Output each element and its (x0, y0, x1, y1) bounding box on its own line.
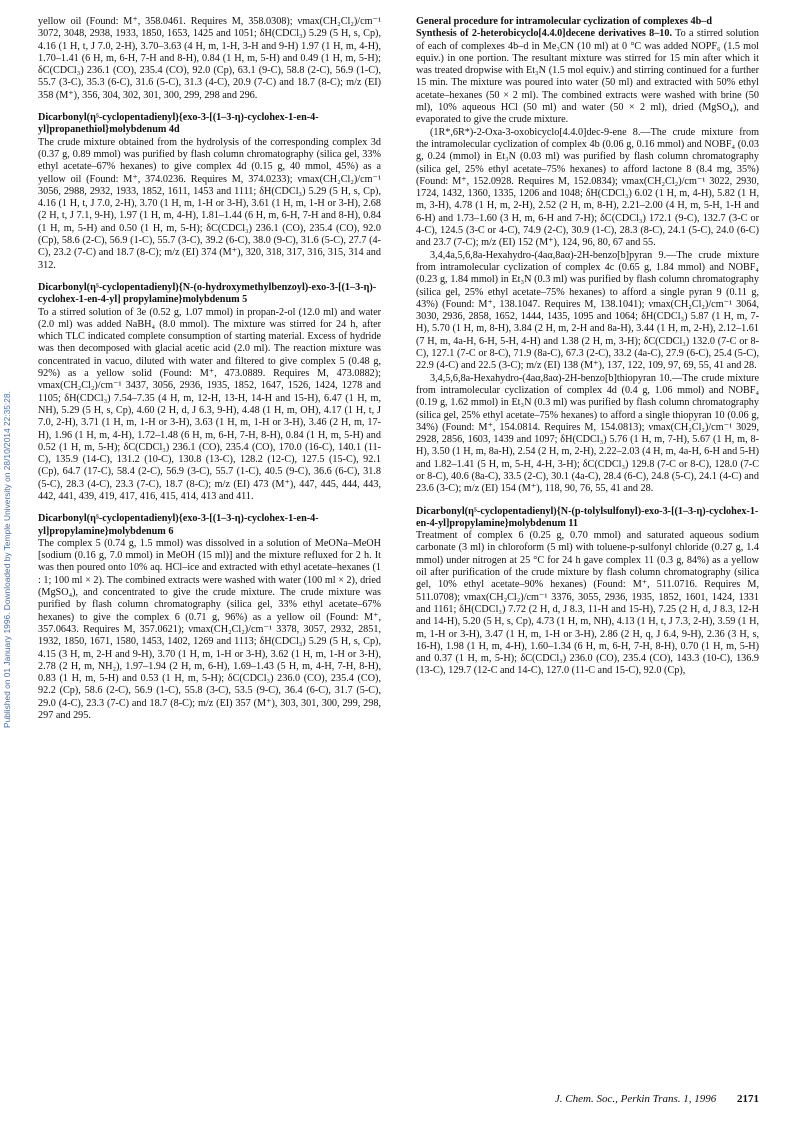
paragraph: yellow oil (Found: M⁺, 358.0461. Requires M, 358.0308); νmax(CH₂Cl₂)/cm⁻¹ 3072, 3048, 2938, 1933, 1850, 1653, 1425 and 1051; δH(CDCl₃) 5.29 (5 H, s, Cp), 4.16 (1 H, t, J 7.0, 2-H), 3.70–3.63 (4 H, m, 1-H, 3-H and 9-H) 1.97 (1 H, m, 4-H), 1.70–1.41 (6 H, m, 6-H, 7-H and 8-H), 0.84 (1 H, m, 5-H) and 0.49 (1 H, m, 5-H); δC(CDCl₃) 236.1 (CO), 235.4 (CO), 92.0 (Cp), 63.1 (9-C), 58.8 (2-C), 56.9 (1-C), 55.7 (3-C), 35.3 (6-C), 31.6 (5-C), 31.3 (4-C), 20.9 (7-C) and 18.7 (8-C); m/z (EI) 358 (M⁺), 356, 304, 302, 301, 300, 299, 298 and 296. (38, 16, 381, 101)
compound-heading: Dicarbonyl(η⁵-cyclopentadienyl){N-(p-tolylsulfonyl)-exo-3-[(1–3-η)-cyclohex-1-en-4-yl]propylamine}molybdenum 11 (416, 505, 759, 529)
compound-heading: Dicarbonyl(η⁵-cyclopentadienyl){exo-3-[(1–3-η)-cyclohex-1-en-4-yl]propylamine}molybdenum 6 (38, 513, 319, 537)
page-footer (416, 1093, 759, 1105)
paragraph: To a stirred solution of 3e (0.52 g, 1.07 mmol) in propan-2-ol (12.0 ml) and water (2.0 ml) was added NaBH₄ (8.0 mmol). The mixture was stirred for 24 h, after which TLC indicated complete consumption of starting material. Excess of hydride was then decomposed with glacial acetic acid (2.0 ml). The reaction mixture was concentrated in vacuo, diluted with water and filtered to give complex 5 (0.48 g, 92%) as a yellow solid (Found: M⁺, 473.0889. Requires M, 473.0882); νmax(CH₂Cl₂)/cm⁻¹ 3437, 3056, 2936, 1935, 1852, 1647, 1526, 1424, 1278 and 1105; δH(CDCl₃) 7.54–7.35 (4 H, m, 12-H, 13-H, 14-H and 15-H), 6.47 (1 H, m, NH), 5.29 (5 H, s, Cp), 4.60 (2 H, d, J 6.3, 9-H), 4.48 (1 H, m, OH), 4.17 (1 H, t, J 7.0, 2-H), 3.71 (1 H, m, 1-H or 3-H), 3.63 (1 H, m, 1-H or 3-H), 3.46 (2 H, m, 17-H), 1.96 (1 H, m, 4-H), 1.72–1.48 (6 H, m, 6-H, 7-H, 8-H), 0.84 (1 H, m, 5-H) and 0.52 (1 H, m, 5-H); δC(CDCl₃) 236.1 (CO), 235.4 (CO), 170.0 (16-C), 140.1 (11-C), 135.9 (14-C), 131.2 (10-C), 130.8 (13-C), 128.2 (12-C), 127.5 (15-C), 92.1 (Cp), 64.7 (17-C), 58.4 (2-C), 56.9 (3-C), 55.7 (1-C), 40.5 (9-C), 36.6 (6-C), 31.8 (5-C), 28.3 (4-C), 23.3 (7-C), 18.7 (8-C); m/z (EI) 473 (M⁺), 447, 445, 444, 443, 442, 441, 439, 419, 417, 416, 415, 414, 413 and 411. (38, 306, 381, 502)
paragraph: Treatment of complex 6 (0.25 g, 0.70 mmol) and saturated aqueous sodium carbonate (3 ml) in chloroform (5 ml) with toluene-p-sulfonyl chloride (0.27 g, 1.4 mmol) under nitrogen at 25 °C for 24 h gave complex 11 (0.3 g, 84%) as a yellow oil after purification of the crude mixture by flash column chromatography (silica gel, 10% ethyl acetate–90% hexanes) (Found: M⁺, 511.0716. Requires M, 511.0708); νmax(CH₂Cl₂)/cm⁻¹ 3376, 3055, 2936, 1935, 1852, 1601, 1424, 1331 and 1161; δH(CDCl₃) 7.72 (2 H, d, J 8.3, 11-H and 15-H), 7.25 (2 H, d, J 8.3, 12-H and 14-H), 5.20 (5 H, s, Cp), 4.73 (1 H, m, NH), 4.13 (1 H, t, J 7.3, 2-H), 3.59 (1 H, m, 1-H or 3-H), 3.47 (1 H, m, 1-H or 3-H), 2.86 (2 H, q, J 6.4, 9-H), 2.36 (3 H, s, 16-H), 1.98 (1 H, m, 4-H), 1.60–1.34 (6 H, m, 6-H, 7-H, 8-H), 0.70 (1 H, m, 5-H) and 0.37 (1 H, m, 5-H); δC(CDCl₃) 236.0 (CO), 235.4 (CO), 143.3 (10-C), 136.9 (13-C), 129.7 (12-C and 14-C), 127.0 (11-C and 15-C), 92.0 (Cp), (416, 530, 759, 677)
paragraph: The complex 5 (0.74 g, 1.5 mmol) was dissolved in a solution of MeONa–MeOH [sodium (0.16 g, 7.0 mmol) in MeOH (15 ml)] and the mixture refluxed for 2 h. It was then poured onto 10% aq. HCl–ice and extracted with ethyl acetate–hexanes (1 : 1; 100 ml × 2). The combined extracts were washed with water (100 ml × 2), dried (MgSO₄), and concentrated to give the crude mixture. The crude mixture was purified by flash column chromatography (silica gel, 33% ethyl acetate–67% hexanes) to give the complex 6 (0.71 g, 96%) as a yellow oil (Found: M⁺, 357.0643. Requires M, 357.0621); νmax(CH₂Cl₂)/cm⁻¹ 3378, 3057, 2932, 2851, 1932, 1850, 1671, 1580, 1453, 1402, 1269 and 1113; δH(CDCl₃) 5.29 (5 H, s, Cp), 4.15 (3 H, m, 2-H and 9-H), 3.70 (1 H, m, 1-H or 3-H), 3.62 (1 H, m, 1-H or 3-H), 2.78 (2 H, m, NH₂), 1.97–1.94 (2 H, m, 6-H), 1.69–1.43 (5 H, m, 4-H, 7-H, 8-H), 0.83 (1 H, m, 5-H) and 0.53 (1 H, m, 5-H); δC(CDCl₃) 236.0 (CO), 235.4 (CO), 92.2 (Cp), 58.6 (2-C), 56.9 (1-C), 55.8 (3-C), 53.5 (9-C), 36.4 (6-C), 31.7 (5-C), 29.0 (4-C), 23.3 (7-C) and 18.7 (8-C); m/z (EI) 357 (M⁺), 303, 301, 300, 299, 298, 297 and 295. (38, 537, 381, 722)
page-number: 2171 (737, 1093, 759, 1105)
download-stamp: Published on 01 January 1996. Downloaded by Temple University on 28/10/2014 22:35:28. (2, 391, 12, 729)
paragraph-text: To a stirred solution of each of complexes 4b–d in Me₃CN (10 ml) at 0 °C was added NOPF₆ (1.5 mol equiv.) in one portion. The resultant mixture was stirred for 15 min after which it was treated dropwise with Et₃N (1.5 mol equiv.) and stirring continued for a further 15 min. The mixture was poured into water (50 ml) and extracted with 50% ethyl acetate–hexanes (50 × 2 ml). The combined extracts were washed with brine (50 ml), 10% aqueous HCl (50 ml) and water (50 × 2 ml), dried (MgSO₄), and evaporated to give the crude mixture. (416, 28, 759, 126)
section-heading: General procedure for intramolecular cyclization of complexes 4b–d (416, 16, 713, 27)
paragraph: 3,4,4a,5,6,8a-Hexahydro-(4aα,8aα)-2H-benzo[b]pyran 9.—The crude mixture from intramolecular cyclization of complex 4c (0.65 g, 1.84 mmol) and NOBF₄ (0.23 g, 1.84 mmol) in Et₃N (0.3 ml) was purified by flash column chromatography (silica gel, 25% ethyl acetate–75% hexanes) to afford a single pyran 9 (0.11 g, 43%) (Found: M⁺, 138.1047. Requires M, 138.1041); νmax(CH₂Cl₂)/cm⁻¹ 3064, 3030, 2936, 2858, 1652, 1444, 1435, 1095 and 1064; δH(CDCl₃) 5.87 (1 H, m, 7-H), 5.70 (1 H, m, 8-H), 3.84 (2 H, m, 2-H and 8a-H), 3.44 (1 H, m, 2-H), 2.12–1.61 (7 H, m, 4a-H, 6-H, 5-H, 4-H) and 1.38 (2 H, m, 3-H); δC(CDCl₃) 132.0 (7-C or 8-C), 127.1 (7-C or 8-C), 71.9 (8a-C), 67.3 (2-C), 33.2 (4a-C), 27.9 (6-C), 25.4 (5-C), 22.9 (4-C) and 22.5 (3-C); m/z (EI) 138 (M⁺), 137, 122, 109, 97, 69, 55, 41 and 28. (416, 249, 759, 372)
paragraph: The crude mixture obtained from the hydrolysis of the corresponding complex 3d (0.37 g, 0.89 mmol) was purified by flash column chromatography (silica gel, 33% ethyl acetate–67% hexanes) to give complex 4d (0.15 g, 40 mmol, 45%) as a yellow oil (Found: M⁺, 374.0236. Requires M, 374.0233); νmax(CH₂Cl₂)/cm⁻¹ 3056, 2988, 2932, 1933, 1852, 1611, 1453 and 1111; δH(CDCl₃) 5.29 (5 H, s, Cp), 4.16 (1 H, t, J 7.0, 2-H), 3.70 (1 H, m, 1-H or 3-H), 3.61 (1 H, m, 1-H or 3-H), 2.68 (2 H, t, J 7.1, 9-H), 1.97 (1 H, m, 4-H), 1.81–1.44 (6 H, m, 6-H, 7-H and 8-H), 0.84 (1 H, m, 5-H) and 0.50 (1 H, m, 5-H); δC(CDCl₃) 236.1 (CO), 235.4 (CO), 92.0 (Cp), 58.6 (2-C), 56.9 (1-C), 55.7 (3-C), 39.2 (6-C), 38.0 (9-C), 31.6 (5-C), 27.7 (4-C), 23.2 (7-C) and 18.7 (8-C); m/z (EI) 374 (M⁺), 320, 318, 317, 316, 315, 314 and 312. (38, 136, 381, 271)
journal-citation: J. Chem. Soc., Perkin Trans. 1, 1996 (554, 1093, 717, 1105)
paragraph: 3,4,5,6,8a-Hexahydro-(4aα,8aα)-2H-benzo[b]thiopyran 10.—The crude mixture from intramolecular cyclization of complex 4d (0.4 g, 1.06 mmol) and NOBF₄ (0.19 g, 1.62 mmol) in Et₃N (0.3 ml) was purified by flash column chromatography (silica gel, 25% ethyl acetate–75% hexanes) to afford a single thiopyran 10 (0.06 g, 34%) (Found: M⁺, 154.0814. Requires M, 154.0813); νmax(CH₂Cl₂)/cm⁻¹ 3029, 2928, 2856, 1603, 1439 and 1097; δH(CDCl₃) 5.76 (1 H, m, 7-H), 5.67 (1 H, m, 8-H), 3.50 (1 H, m, 8a-H), 2.54 (2 H, m, 2-H), 2.22–2.03 (4 H, m, 4a-H, 6-H and 5-H) and 1.82–1.41 (5 H, m, 5-H, 4-H, 3-H); δC(CDCl₃) 129.8 (7-C or 8-C), 128.0 (7-C or 8-C), 40.6 (8a-C), 33.5 (2-C), 30.1 (4a-C), 28.4 (6-C), 24.8 (5-C), 24.1 (4-C) and 23.6 (3-C); m/z (EI) 154 (M⁺), 118, 90, 76, 55, 41 and 28. (416, 372, 759, 495)
right-column (416, 16, 759, 1076)
compound-heading: Dicarbonyl(η⁵-cyclopentadienyl){exo-3-[(1–3-η)-cyclohex-1-en-4-yl]propanethiol}molybdenum 4d (38, 112, 319, 136)
synthesis-subheading: Synthesis of 2-heterobicyclo[4.4.0]decene derivatives 8–10. (416, 28, 673, 40)
paragraph: (1R*,6R*)-2-Oxa-3-oxobicyclo[4.4.0]dec-9-ene 8.—The crude mixture from the intramolecular cyclization of complex 4b (0.06 g, 0.16 mmol) and NOBF₄ (0.03 g, 0.24 (mmol) in Et₃N (0.03 ml) was purified by flash column chromatography (silica gel, 25% ethyl acetate–75% hexanes) to afford lactone 8 (8.4 mg, 35%) (Found: M⁺, 152.0928. Requires M, 152.0834); νmax(CH₂Cl₂)/cm⁻¹ 3022, 2930, 1724, 1432, 1360, 1335, 1206 and 1048; δH(CDCl₃) 6.02 (1 H, m, 4-H), 5.82 (1 H, m, 3-H), 4.78 (1 H, m, 2-H), 2.52 (2 H, m, 8-H), 2.21–2.00 (4 H, m, 5-H, 1-H and 6-H) and 1.73–1.60 (3 H, m, 6-H and 7-H); δC(CDCl₃) 172.1 (9-C), 132.7 (3-C or 4-C), 124.5 (3-C or 4-C), 74.9 (2-C), 30.9 (1-C), 28.3 (8-C), 24.1 (5-C), 24.0 (6-C) and 23.7 (7-C); m/z (EI) 152 (M⁺), 124, 96, 80, 67 and 55. (416, 126, 759, 249)
compound-heading: Dicarbonyl(η⁵-cyclopentadienyl){N-(o-hydroxymethylbenzoyl)-exo-3-[(1–3-η)-cyclohex-1-en-4-yl] propylamine}molybdenum 5 (38, 281, 377, 306)
synthesis-paragraph (416, 28, 759, 126)
left-column (38, 16, 381, 1076)
